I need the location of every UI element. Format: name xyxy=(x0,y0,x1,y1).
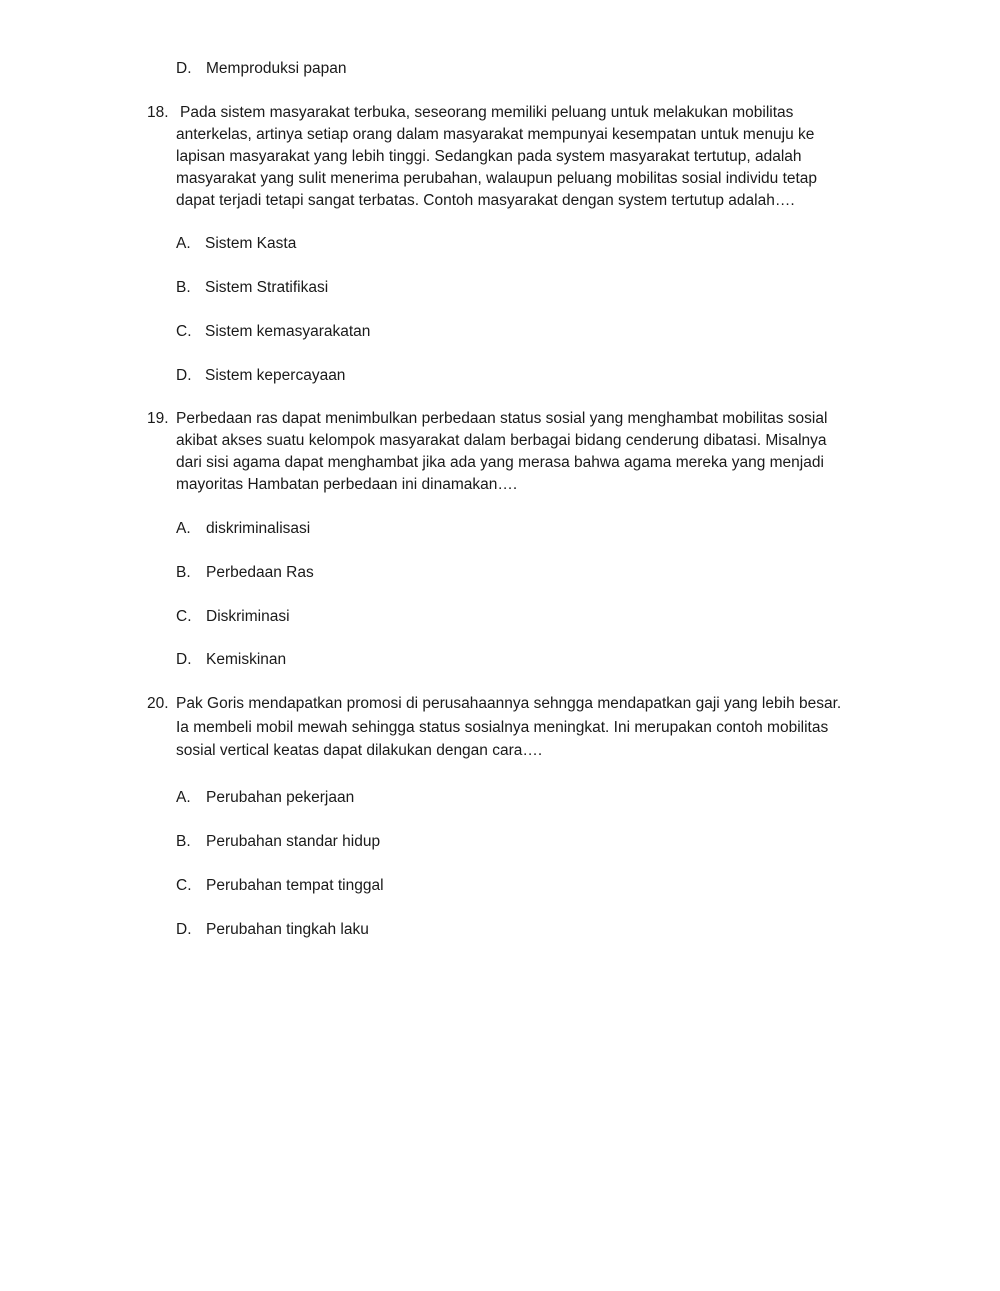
question-20-option-d-letter: D. xyxy=(176,921,192,938)
question-18-option-d-letter: D. xyxy=(176,367,192,384)
question-18-line-1: Pada sistem masyarakat terbuka, seseorang memiliki peluang untuk melakukan mobilitas xyxy=(180,104,794,121)
question-19-option-a-text[interactable]: diskriminalisasi xyxy=(206,520,311,537)
question-18-option-b-text[interactable]: Sistem Stratifikasi xyxy=(205,279,329,296)
question-20-option-c-text[interactable]: Perubahan tempat tinggal xyxy=(206,877,384,894)
question-19-line-2: akibat akses suatu kelompok masyarakat dalam berbagai bidang cenderung dibatasi. Misalnya xyxy=(176,432,827,449)
question-19-option-b-text[interactable]: Perbedaan Ras xyxy=(206,564,314,581)
question-18-line-4: masyarakat yang sulit menerima perubahan, walaupun peluang mobilitas sosial individu tetap xyxy=(176,170,818,187)
question-19-line-4: mayoritas Hambatan perbedaan ini dinamakan…. xyxy=(176,476,518,493)
question-20-option-a-text[interactable]: Perubahan pekerjaan xyxy=(206,789,355,806)
question-19-option-d-text[interactable]: Kemiskinan xyxy=(206,651,287,668)
question-18-option-d-text[interactable]: Sistem kepercayaan xyxy=(205,367,346,384)
question-20-number: 20. xyxy=(147,695,169,712)
question-20-line-2: Ia membeli mobil mewah sehingga status sosialnya meningkat. Ini merupakan contoh mobilitas xyxy=(176,719,829,736)
question-19-number: 19. xyxy=(147,410,169,427)
question-19-option-c-letter: C. xyxy=(176,608,192,625)
question-18-option-c-letter: C. xyxy=(176,323,192,340)
question-19-option-d-letter: D. xyxy=(176,651,192,668)
question-18-option-b-letter: B. xyxy=(176,279,191,296)
question-19-option-a-letter: A. xyxy=(176,520,191,537)
question-20-option-c-letter: C. xyxy=(176,877,192,894)
question-18-option-c-text[interactable]: Sistem kemasyarakatan xyxy=(205,323,371,340)
question-20-option-d-text[interactable]: Perubahan tingkah laku xyxy=(206,921,369,938)
question-20-line-1: Pak Goris mendapatkan promosi di perusahaannya sehngga mendapatkan gaji yang lebih besar. xyxy=(176,695,842,712)
question-18-option-a-text[interactable]: Sistem Kasta xyxy=(205,235,297,252)
question-19-line-3: dari sisi agama dapat menghambat jika ada yang merasa bahwa agama mereka yang menjadi xyxy=(176,454,824,471)
question-19-option-c-text[interactable]: Diskriminasi xyxy=(206,608,290,625)
question-18-number: 18. xyxy=(147,104,169,121)
question-19-line-1: Perbedaan ras dapat menimbulkan perbedaan status sosial yang menghambat mobilitas sosial xyxy=(176,410,828,427)
question-18-line-3: lapisan masyarakat yang lebih tinggi. Sedangkan pada system masyarakat tertutup, adalah xyxy=(176,148,802,165)
question-20-option-b-letter: B. xyxy=(176,833,191,850)
question-20-option-a-letter: A. xyxy=(176,789,191,806)
question-20-line-3: sosial vertical keatas dapat dilakukan dengan cara…. xyxy=(176,742,543,759)
question-18-line-5: dapat terjadi tetapi sangat terbatas. Contoh masyarakat dengan system tertutup adalah…. xyxy=(176,192,795,209)
question-18-option-a-letter: A. xyxy=(176,235,191,252)
question-19-option-b-letter: B. xyxy=(176,564,191,581)
prev-option-d-text: Memproduksi papan xyxy=(206,60,347,77)
question-18-line-2: anterkelas, artinya setiap orang dalam masyarakat mempunyai kesempatan untuk menuju ke xyxy=(176,126,815,143)
prev-option-d-letter: D. xyxy=(176,60,192,77)
question-20-option-b-text[interactable]: Perubahan standar hidup xyxy=(206,833,381,850)
